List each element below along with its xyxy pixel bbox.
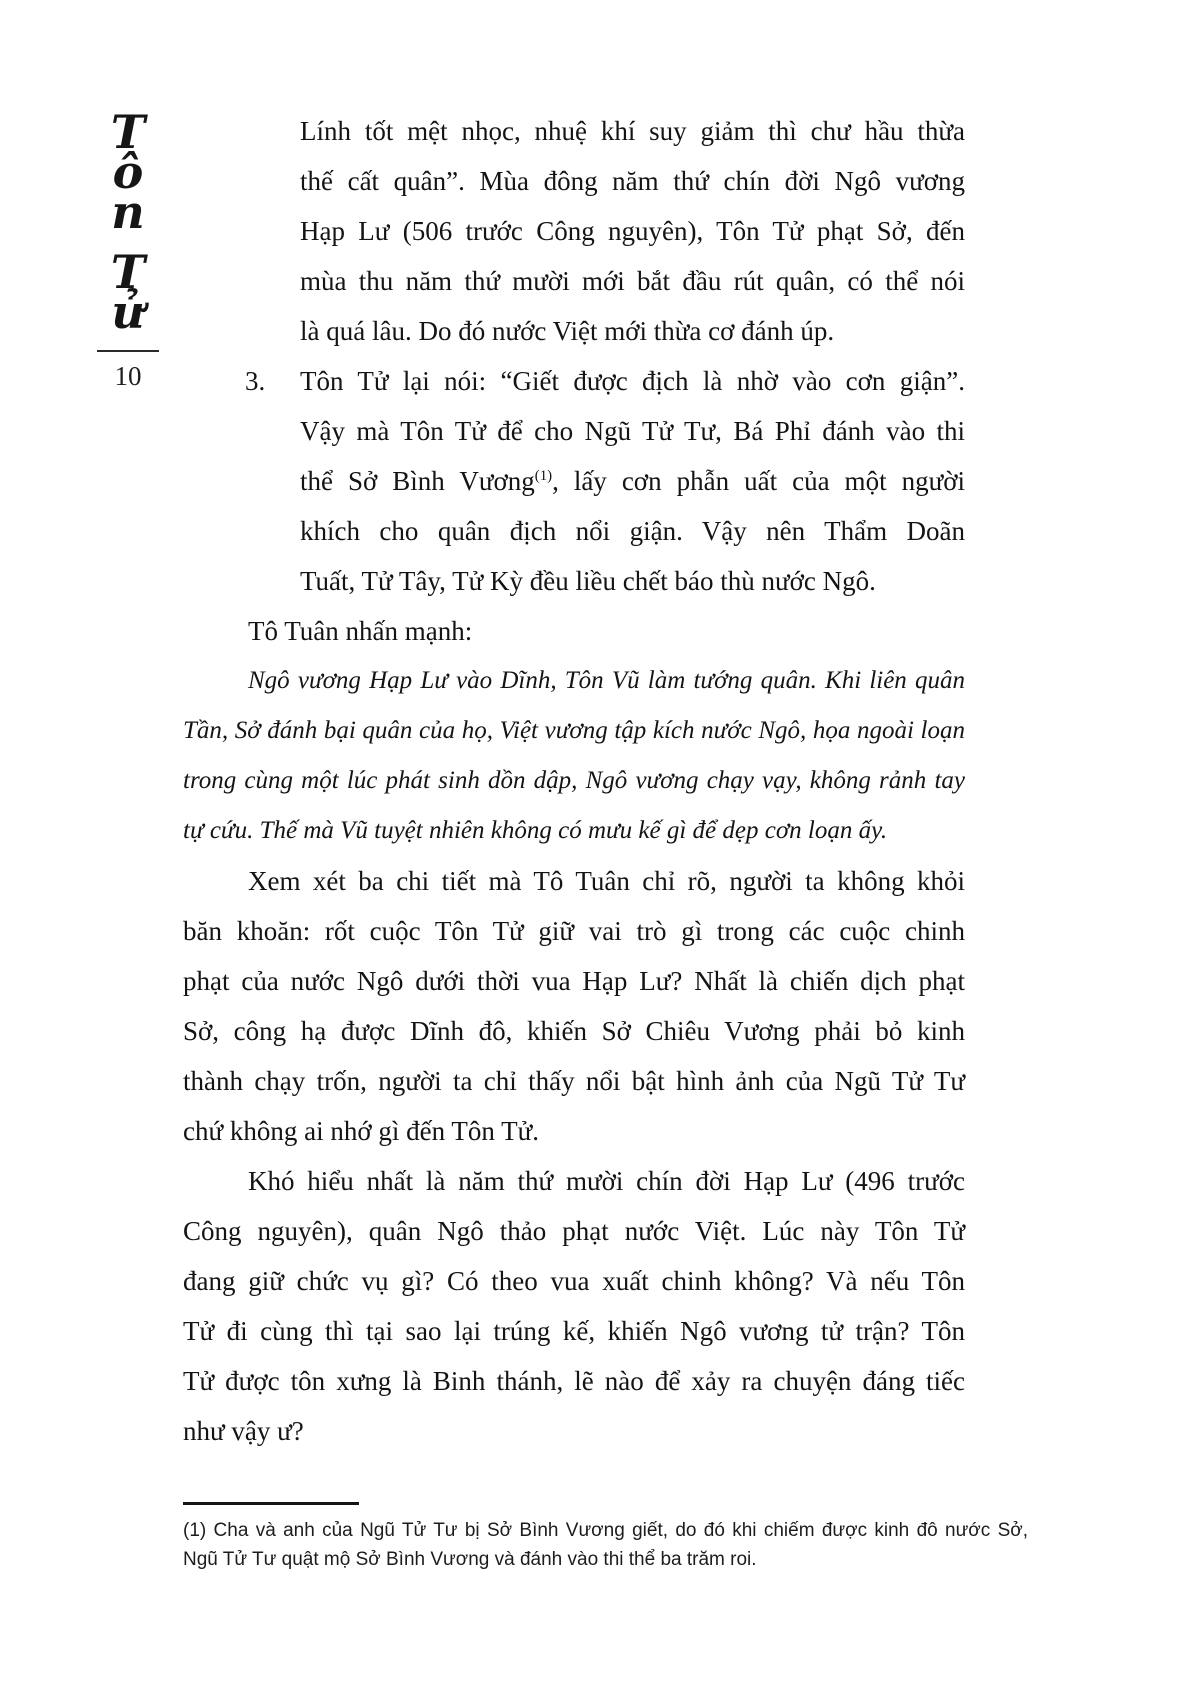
calligraphy-char: n — [111, 185, 145, 239]
calligraphy-char: ô — [112, 145, 144, 199]
footnote-line: (1) Cha và anh của Ngũ Tử Tư bị Sở Bình Vương giết, do đó khi chiếm được kinh đô nước Sở, — [183, 1520, 1028, 1541]
text-line: khích cho quân địch nổi giận. Vậy nên Thẩm Doãn — [300, 516, 965, 546]
text-line: Tuất, Tử Tây, Tử Kỳ đều liều chết báo thù nước Ngô. — [300, 566, 876, 596]
paragraph-continuation — [183, 106, 965, 356]
margin-decoration — [88, 105, 168, 392]
text-line: Tôn Tử lại nói: “Giết được địch là nhờ vào cơn giận”. — [300, 366, 965, 396]
footnote-rule — [183, 1502, 359, 1505]
text-line: Lính tốt mệt nhọc, nhuệ khí suy giảm thì chư hầu thừa — [300, 116, 965, 146]
text-line: Vậy mà Tôn Tử để cho Ngũ Tử Tư, Bá Phỉ đánh vào thi — [300, 416, 965, 446]
page-number: 10 — [114, 361, 142, 391]
text-line: chứ không ai nhớ gì đến Tôn Tử. — [183, 1116, 540, 1146]
margin-title-ton — [110, 105, 146, 239]
calligraphy-char: T — [110, 245, 146, 299]
calligraphy-char: ử — [111, 285, 145, 339]
text-line: mùa thu năm thứ mười mới bắt đầu rút quân, có thể nói — [300, 266, 965, 296]
text-line: Khó hiểu nhất là năm thứ mười chín đời Hạp Lư (496 trước — [248, 1166, 965, 1196]
numbered-item-3 — [183, 356, 965, 606]
text-line: thế cất quân”. Mùa đông năm thứ chín đời Ngô vương — [300, 166, 965, 196]
text-line: thành chạy trốn, người ta chỉ thấy nổi bật hình ảnh của Ngũ Tử Tư — [183, 1066, 965, 1096]
text-line: Tô Tuân nhấn mạnh: — [248, 616, 473, 646]
quote-line: tự cứu. Thế mà Vũ tuyệt nhiên không có mưu kế gì để dẹp cơn loạn ấy. — [183, 817, 888, 844]
footnote — [183, 1502, 1028, 1574]
text-line: Xem xét ba chi tiết mà Tô Tuân chỉ rõ, người ta không khỏi — [248, 866, 965, 896]
item-number: 3. — [245, 366, 266, 396]
text-line: băn khoăn: rốt cuộc Tôn Tử giữ vai trò gì trong các cuộc chinh — [183, 916, 965, 946]
text-line: phạt của nước Ngô dưới thời vua Hạp Lư? Nhất là chiến dịch phạt — [183, 966, 965, 996]
text-line: Sở, công hạ được Dĩnh đô, khiến Sở Chiêu Vương phải bỏ kinh — [183, 1016, 965, 1046]
quote-line: trong cùng một lúc phát sinh dồn dập, Ngô vương chạy vạy, không rảnh tay — [183, 767, 965, 794]
text-line: Hạp Lư (506 trước Công nguyên), Tôn Tử phạt Sở, đến — [300, 216, 965, 246]
quote-block — [183, 656, 965, 856]
text-line: đang giữ chức vụ gì? Có theo vua xuất chinh không? Và nếu Tôn — [183, 1266, 965, 1296]
margin-title-tu — [110, 245, 146, 339]
paragraph-2 — [183, 856, 965, 1156]
text-line: Tử đi cùng thì tại sao lại trúng kế, khiến Ngô vương tử trận? Tôn — [183, 1316, 965, 1346]
text-line: Công nguyên), quân Ngô thảo phạt nước Việt. Lúc này Tôn Tử — [183, 1216, 965, 1246]
quote-line: Ngô vương Hạp Lư vào Dĩnh, Tôn Vũ làm tướng quân. Khi liên quân — [248, 667, 965, 694]
text-line: là quá lâu. Do đó nước Việt mới thừa cơ đánh úp. — [300, 316, 835, 346]
quote-line: Tần, Sở đánh bại quân của họ, Việt vương tập kích nước Ngô, họa ngoài loạn — [183, 717, 965, 744]
calligraphy-char: T — [110, 105, 146, 159]
text-line: thể Sở Bình Vương$^{(1)}$, lấy cơn phẫn uất của một người — [300, 466, 965, 496]
text-line: Tử được tôn xưng là Binh thánh, lẽ nào để xảy ra chuyện đáng tiếc — [183, 1366, 965, 1396]
margin-rule — [97, 350, 159, 352]
footnote-text — [183, 1516, 1028, 1574]
text-line: như vậy ư? — [183, 1416, 304, 1446]
item-text — [300, 356, 965, 606]
footnote-line: Ngũ Tử Tư quật mộ Sở Bình Vương và đánh vào thi thể ba trăm roi. — [183, 1549, 757, 1570]
intro-line — [183, 606, 965, 656]
paragraph-3 — [183, 1156, 965, 1456]
page-content — [183, 106, 965, 1456]
